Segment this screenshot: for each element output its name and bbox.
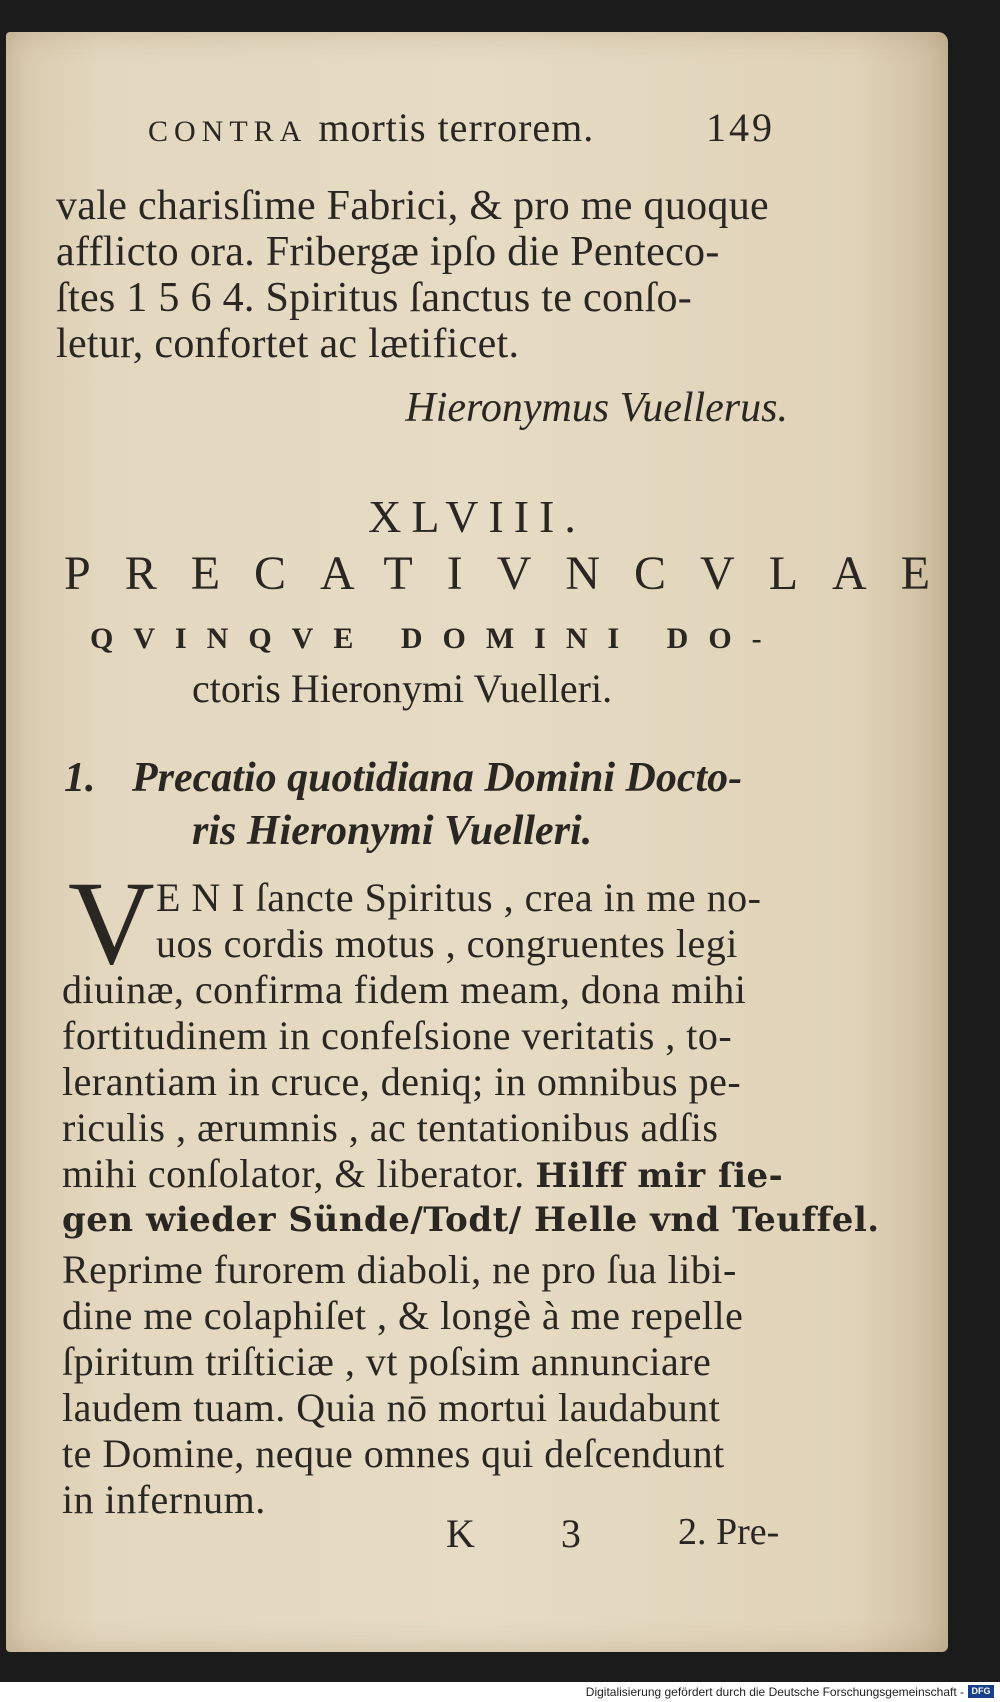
text-line: vale charisſime Fabrici, & pro me quoque bbox=[56, 183, 769, 229]
book-page bbox=[6, 32, 965, 1652]
running-title-rest: mortis terrorem. bbox=[318, 105, 595, 150]
section-title-line1: PRECATIVNCVLAE bbox=[64, 547, 965, 600]
running-title-caps: CONTRA bbox=[148, 115, 308, 148]
prayer-line: te Domine, neque omnes qui deſcendunt bbox=[62, 1431, 725, 1476]
prayer-line: in infernum. bbox=[62, 1477, 266, 1522]
prayer-line: uos cordis motus , congruentes legi bbox=[156, 921, 738, 966]
prayer-title-line1: Precatio quotidiana Domini Docto- bbox=[132, 755, 743, 801]
dfg-logo: DFG bbox=[968, 1685, 994, 1698]
prayer-line-latin: mihi conſolator, & liberator. bbox=[62, 1151, 525, 1196]
drop-cap: V bbox=[68, 856, 155, 989]
footer-bar bbox=[0, 1682, 1000, 1702]
text-line: letur, confortet ac lætificet. bbox=[56, 321, 520, 367]
prayer-line: E N I ſancte Spiritus , crea in me no- bbox=[156, 875, 762, 920]
prayer-line: Reprime furorem diaboli, ne pro ſua libi- bbox=[62, 1247, 737, 1292]
fraktur-text: Hilff mir ſie- bbox=[535, 1156, 784, 1196]
prayer-line: fortitudinem in confeſsione veritatis , to- bbox=[62, 1013, 733, 1058]
prayer-number: 1. bbox=[64, 755, 96, 801]
running-header bbox=[6, 104, 948, 164]
signature-mark: K 3 bbox=[446, 1511, 619, 1556]
section-number: XLVIII. bbox=[368, 491, 586, 542]
prayer-line: lerantiam in cruce, deniq; in omnibus pe- bbox=[62, 1059, 742, 1104]
letter-signature: Hieronymus Vuellerus. bbox=[405, 385, 788, 431]
prayer-line: riculis , ærumnis , ac tentationibus adſis bbox=[62, 1105, 719, 1150]
fraktur-line: gen wieder Sünde/Todt/ Helle vnd Teuffel. bbox=[62, 1200, 880, 1240]
running-title bbox=[148, 104, 594, 151]
text-line: afflicto ora. Fribergæ ipſo die Penteco- bbox=[56, 229, 720, 275]
section-title-line3: ctoris Hieronymi Vuelleri. bbox=[192, 666, 613, 711]
prayer-line: laudem tuam. Quia nō mortui laudabunt bbox=[62, 1385, 721, 1430]
prayer-line bbox=[62, 1150, 783, 1197]
footer-credit: Digitalisierung gefördert durch die Deutsche Forschungsgemeinschaft - bbox=[585, 1685, 964, 1699]
prayer-line: diuinæ, confirma fidem meam, dona mihi bbox=[62, 967, 747, 1012]
prayer-title-line2: ris Hieronymi Vuelleri. bbox=[192, 808, 593, 854]
prayer-line: dine me colaphiſet , & longè à me repelle bbox=[62, 1293, 744, 1338]
catchword: 2. Pre- bbox=[678, 1511, 780, 1553]
prayer-line: ſpiritum triſticiæ , vt poſsim annunciare bbox=[62, 1339, 712, 1384]
section-title-line2: QVINQVE DOMINI DO- bbox=[90, 622, 782, 655]
text-line: ſtes 1 5 6 4. Spiritus ſanctus te conſo- bbox=[56, 275, 693, 321]
page-number: 149 bbox=[706, 105, 775, 150]
